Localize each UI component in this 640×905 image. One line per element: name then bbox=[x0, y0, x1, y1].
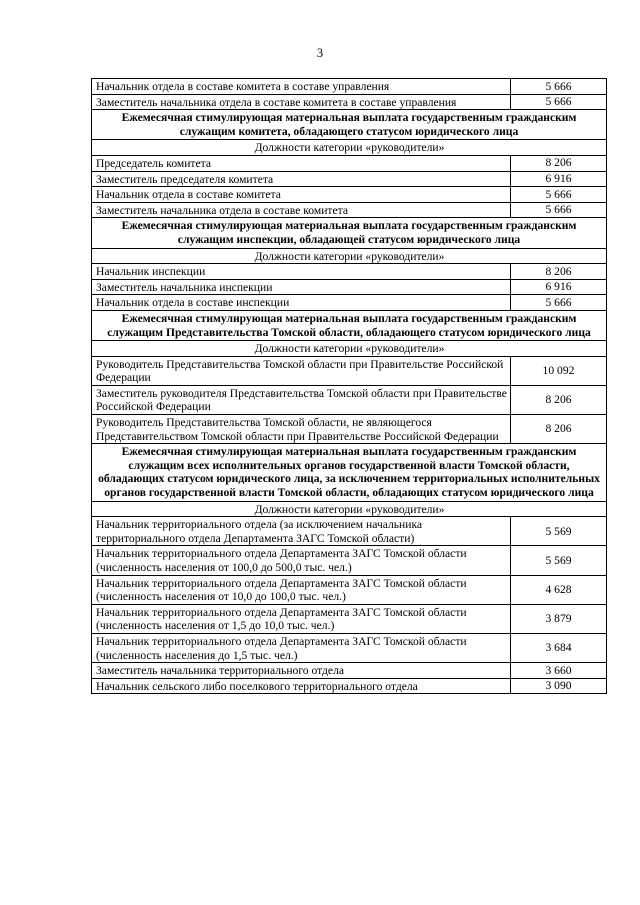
table-row bbox=[92, 279, 607, 295]
category-label: Должности категории «руководители» bbox=[92, 140, 607, 156]
table-row bbox=[92, 517, 607, 546]
payment-amount: 6 916 bbox=[511, 279, 607, 295]
position-name: Заместитель начальника территориального отдела bbox=[92, 663, 511, 679]
position-name: Заместитель начальника инспекции bbox=[92, 279, 511, 295]
position-name: Руководитель Представительства Томской области, не являющегося Представительством Томской области при Правительстве Российской Федерации bbox=[92, 415, 511, 444]
payment-amount: 3 879 bbox=[511, 604, 607, 633]
position-name: Председатель комитета bbox=[92, 155, 511, 171]
category-row bbox=[92, 140, 607, 156]
table-row bbox=[92, 663, 607, 679]
position-name: Начальник территориального отдела Департамента ЗАГС Томской области (численность населения до 1,5 тыс. чел.) bbox=[92, 633, 511, 662]
position-name: Заместитель руководителя Представительства Томской области при Правительстве Российской Федерации bbox=[92, 385, 511, 414]
position-name: Заместитель начальника отдела в составе комитета в составе управления bbox=[92, 94, 511, 110]
table-row bbox=[92, 385, 607, 414]
payment-amount: 10 092 bbox=[511, 356, 607, 385]
payment-amount: 5 666 bbox=[511, 295, 607, 311]
section-header: Ежемесячная стимулирующая материальная выплата государственным гражданским служащим Представительства Томской области, обладающего статусом юридического лица bbox=[92, 310, 607, 340]
position-name: Руководитель Представительства Томской области при Правительстве Российской Федерации bbox=[92, 356, 511, 385]
table-row bbox=[92, 171, 607, 187]
position-name: Начальник отдела в составе инспекции bbox=[92, 295, 511, 311]
payment-amount: 4 628 bbox=[511, 575, 607, 604]
payment-amount: 3 684 bbox=[511, 633, 607, 662]
section-header-row bbox=[92, 218, 607, 248]
position-name: Начальник инспекции bbox=[92, 264, 511, 280]
position-name: Начальник отдела в составе комитета в составе управления bbox=[92, 79, 511, 95]
table-row bbox=[92, 678, 607, 694]
payment-amount: 8 206 bbox=[511, 415, 607, 444]
table-row bbox=[92, 575, 607, 604]
payment-amount: 3 660 bbox=[511, 663, 607, 679]
table-row bbox=[92, 604, 607, 633]
category-label: Должности категории «руководители» bbox=[92, 248, 607, 264]
category-label: Должности категории «руководители» bbox=[92, 501, 607, 517]
table-row bbox=[92, 295, 607, 311]
page-number: 3 bbox=[316, 46, 324, 60]
position-name: Начальник территориального отдела Департамента ЗАГС Томской области (численность населения от 10,0 до 100,0 тыс. чел.) bbox=[92, 575, 511, 604]
section-header: Ежемесячная стимулирующая материальная выплата государственным гражданским служащим комитета, обладающего статусом юридического лица bbox=[92, 110, 607, 140]
payment-amount: 5 666 bbox=[511, 187, 607, 203]
payment-amount: 8 206 bbox=[511, 385, 607, 414]
section-header-row bbox=[92, 444, 607, 501]
section-header-row bbox=[92, 110, 607, 140]
payments-table bbox=[91, 78, 607, 694]
table-row bbox=[92, 94, 607, 110]
payment-amount: 8 206 bbox=[511, 155, 607, 171]
position-name: Начальник территориального отдела Департамента ЗАГС Томской области (численность населения от 100,0 до 500,0 тыс. чел.) bbox=[92, 546, 511, 575]
payment-amount: 5 666 bbox=[511, 79, 607, 95]
table-row bbox=[92, 356, 607, 385]
section-header: Ежемесячная стимулирующая материальная выплата государственным гражданским служащим инспекции, обладающей статусом юридического лица bbox=[92, 218, 607, 248]
payment-amount: 5 666 bbox=[511, 94, 607, 110]
position-name: Заместитель председателя комитета bbox=[92, 171, 511, 187]
category-row bbox=[92, 501, 607, 517]
category-label: Должности категории «руководители» bbox=[92, 341, 607, 357]
table-row bbox=[92, 546, 607, 575]
category-row bbox=[92, 248, 607, 264]
payment-amount: 6 916 bbox=[511, 171, 607, 187]
table-row bbox=[92, 415, 607, 444]
position-name: Заместитель начальника отдела в составе комитета bbox=[92, 202, 511, 218]
table-row bbox=[92, 79, 607, 95]
section-header-row bbox=[92, 310, 607, 340]
payment-amount: 5 569 bbox=[511, 546, 607, 575]
position-name: Начальник сельского либо поселкового территориального отдела bbox=[92, 678, 511, 694]
section-header: Ежемесячная стимулирующая материальная выплата государственным гражданским служащим всех исполнительных органов государственной власти Томской области, обладающих статусом юридического лица, за исключением территориальных исполнительных органов государственной власти Томской области, обладающих статусом юридического лица bbox=[92, 444, 607, 501]
table-row bbox=[92, 202, 607, 218]
payment-amount: 8 206 bbox=[511, 264, 607, 280]
payment-amount: 5 569 bbox=[511, 517, 607, 546]
table-row bbox=[92, 264, 607, 280]
category-row bbox=[92, 341, 607, 357]
position-name: Начальник территориального отдела Департамента ЗАГС Томской области (численность населения от 1,5 до 10,0 тыс. чел.) bbox=[92, 604, 511, 633]
table-row bbox=[92, 187, 607, 203]
table-row bbox=[92, 155, 607, 171]
position-name: Начальник территориального отдела (за исключением начальника территориального отдела Департамента ЗАГС Томской области) bbox=[92, 517, 511, 546]
payment-amount: 5 666 bbox=[511, 202, 607, 218]
table-row bbox=[92, 633, 607, 662]
payment-amount: 3 090 bbox=[511, 678, 607, 694]
position-name: Начальник отдела в составе комитета bbox=[92, 187, 511, 203]
